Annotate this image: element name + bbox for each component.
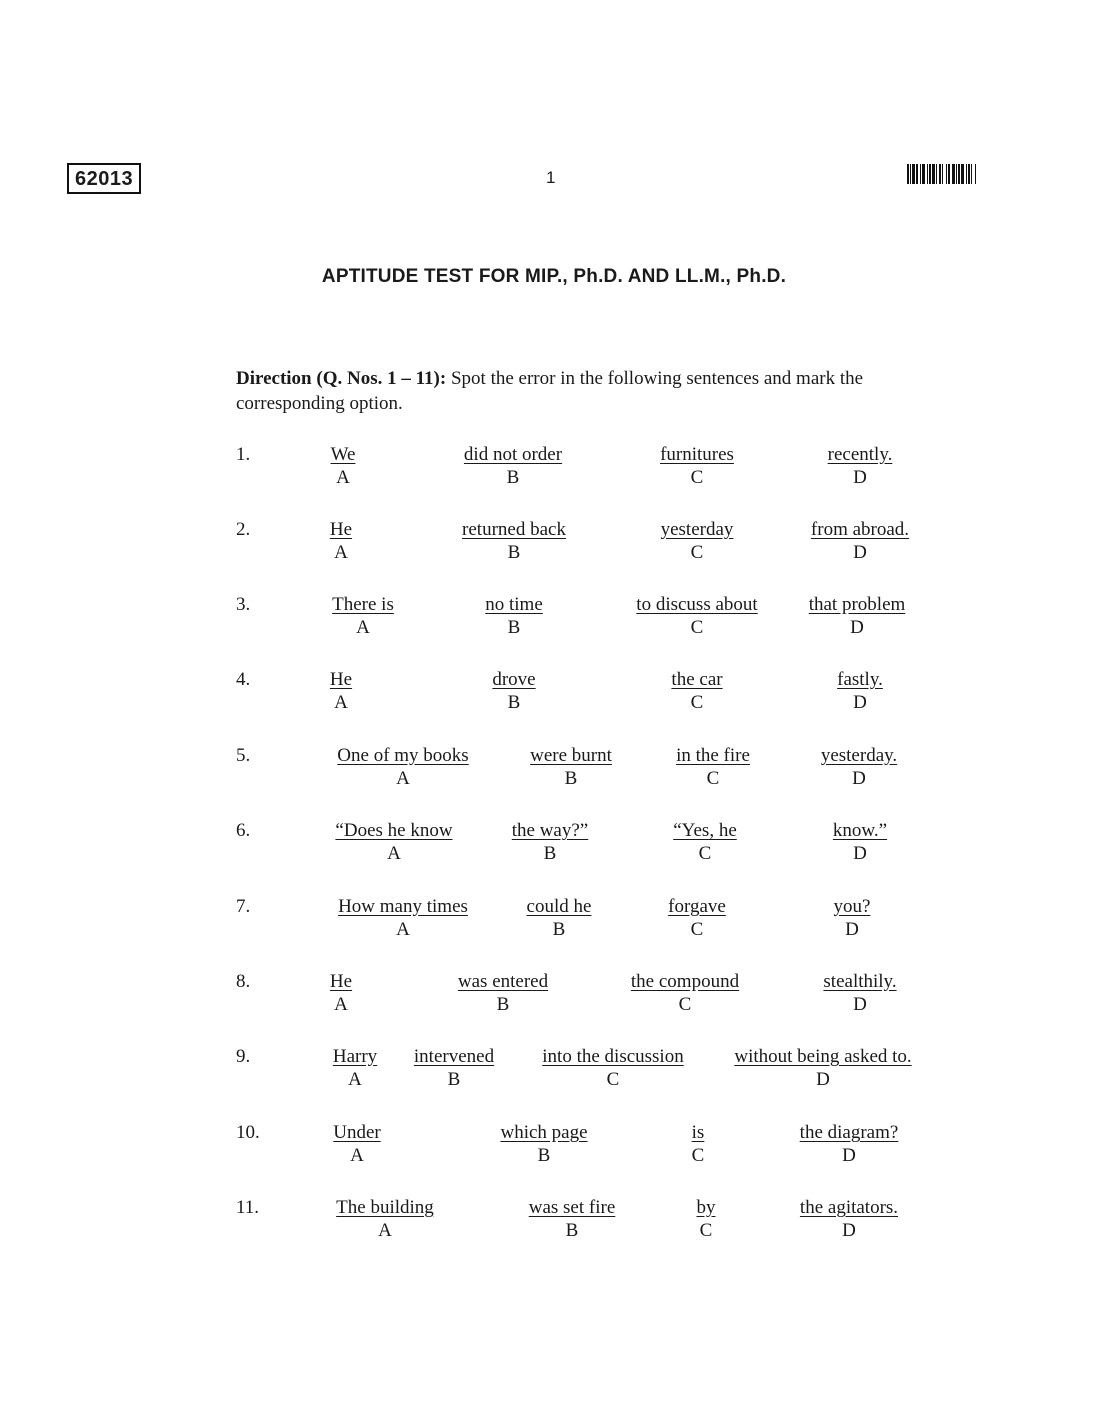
option-letter: A	[387, 843, 401, 864]
question-row	[0, 896, 1108, 952]
option-letter: C	[690, 542, 704, 563]
option-phrase: “Does he know	[335, 820, 453, 841]
option-phrase: into the discussion	[542, 1046, 684, 1067]
option-phrase: the way?”	[511, 820, 589, 841]
question-row	[0, 444, 1108, 500]
option-letter: C	[706, 768, 720, 789]
option-letter: A	[396, 768, 410, 789]
option-phrase: to discuss about	[636, 594, 758, 615]
question-number: 1.	[236, 444, 251, 465]
option-letter: D	[842, 1220, 856, 1241]
question-row	[0, 745, 1108, 801]
option-phrase: that problem	[808, 594, 906, 615]
option-phrase: intervened	[413, 1046, 495, 1067]
option-d	[739, 745, 979, 790]
option-phrase: Under	[333, 1122, 381, 1143]
option-phrase: which page	[500, 1122, 588, 1143]
option-phrase: recently.	[827, 444, 893, 465]
question-number: 7.	[236, 896, 251, 917]
option-d	[737, 594, 977, 639]
option-letter: B	[552, 919, 566, 940]
option-phrase: returned back	[462, 519, 566, 540]
option-phrase: yesterday.	[820, 745, 898, 766]
option-letter: A	[378, 1220, 392, 1241]
question-row	[0, 820, 1108, 876]
option-letter: D	[853, 994, 867, 1015]
option-letter: A	[356, 617, 370, 638]
question-row	[0, 1122, 1108, 1178]
option-letter: A	[334, 994, 348, 1015]
option-letter: D	[853, 843, 867, 864]
option-phrase: in the fire	[676, 745, 750, 766]
option-letter: B	[447, 1069, 461, 1090]
option-letter: A	[334, 542, 348, 563]
question-row	[0, 669, 1108, 725]
option-phrase: know.”	[832, 820, 888, 841]
option-letter: D	[852, 768, 866, 789]
option-phrase: Harry	[332, 1046, 378, 1067]
option-letter: C	[690, 467, 704, 488]
option-d	[732, 896, 972, 941]
option-phrase: the diagram?	[799, 1122, 899, 1143]
option-d	[740, 820, 980, 865]
option-d	[740, 519, 980, 564]
option-letter: B	[565, 1220, 579, 1241]
question-row	[0, 519, 1108, 575]
option-letter: A	[336, 467, 350, 488]
question-row	[0, 1046, 1108, 1102]
option-d	[729, 1197, 969, 1242]
option-letter: C	[690, 919, 704, 940]
question-row	[0, 971, 1108, 1027]
option-phrase: forgave	[668, 896, 726, 917]
question-number: 6.	[236, 820, 251, 841]
option-phrase: He	[329, 669, 353, 690]
option-phrase: He	[329, 519, 353, 540]
option-phrase: the car	[671, 669, 723, 690]
option-phrase: no time	[485, 594, 543, 615]
option-phrase: without being asked to.	[734, 1046, 912, 1067]
option-phrase: How many times	[338, 896, 468, 917]
option-phrase: “Yes, he	[673, 820, 737, 841]
option-phrase: One of my books	[337, 745, 469, 766]
option-letter: D	[816, 1069, 830, 1090]
option-letter: B	[507, 617, 521, 638]
option-d	[740, 669, 980, 714]
direction-body: Spot the error in the following sentences and mark the corresponding option.	[236, 368, 864, 414]
option-letter: A	[396, 919, 410, 940]
option-phrase: could he	[526, 896, 592, 917]
option-letter: A	[350, 1145, 364, 1166]
option-letter: B	[496, 994, 510, 1015]
option-phrase: by	[696, 1197, 716, 1218]
option-phrase: was entered	[457, 971, 549, 992]
option-d	[703, 1046, 943, 1091]
question-number: 3.	[236, 594, 251, 615]
direction-text	[236, 366, 936, 416]
option-phrase: stealthily.	[823, 971, 897, 992]
option-letter: C	[690, 617, 704, 638]
barcode-bar	[976, 164, 978, 184]
option-letter: D	[850, 617, 864, 638]
option-phrase: you?	[833, 896, 871, 917]
option-phrase: were burnt	[530, 745, 612, 766]
option-phrase: furnitures	[660, 444, 734, 465]
option-letter: A	[334, 692, 348, 713]
direction-label: Direction (Q. Nos. 1 – 11):	[236, 368, 447, 389]
question-number: 11.	[236, 1197, 260, 1218]
option-phrase: did not order	[463, 444, 563, 465]
option-phrase: We	[330, 444, 356, 465]
barcode	[907, 164, 1041, 184]
paper-code-box: 62013	[67, 163, 141, 194]
option-phrase: There is	[332, 594, 394, 615]
option-letter: B	[507, 692, 521, 713]
option-letter: B	[564, 768, 578, 789]
option-letter: D	[853, 542, 867, 563]
option-letter: C	[699, 1220, 713, 1241]
option-d	[729, 1122, 969, 1167]
option-letter: D	[842, 1145, 856, 1166]
page-title: APTITUDE TEST FOR MIP., Ph.D. AND LL.M., Ph.D.	[321, 266, 787, 287]
option-phrase: drove	[492, 669, 536, 690]
question-row	[0, 594, 1108, 650]
option-letter: B	[507, 542, 521, 563]
option-d	[740, 971, 980, 1016]
option-phrase: is	[691, 1122, 705, 1143]
question-number: 5.	[236, 745, 251, 766]
option-d	[740, 444, 980, 489]
question-number: 2.	[236, 519, 251, 540]
question-number: 8.	[236, 971, 251, 992]
option-phrase: He	[329, 971, 353, 992]
option-letter: D	[845, 919, 859, 940]
option-phrase: fastly.	[837, 669, 883, 690]
option-phrase: from abroad.	[810, 519, 910, 540]
option-letter: A	[348, 1069, 362, 1090]
option-phrase: the agitators.	[799, 1197, 899, 1218]
option-letter: C	[691, 1145, 705, 1166]
option-letter: D	[853, 467, 867, 488]
option-letter: C	[678, 994, 692, 1015]
option-letter: C	[690, 692, 704, 713]
option-c	[493, 1046, 733, 1091]
question-number: 10.	[236, 1122, 260, 1143]
option-letter: C	[698, 843, 712, 864]
option-phrase: was set fire	[528, 1197, 616, 1218]
page-number: 1	[546, 168, 556, 187]
option-letter: D	[853, 692, 867, 713]
option-phrase: The building	[336, 1197, 434, 1218]
option-letter: B	[537, 1145, 551, 1166]
question-number: 9.	[236, 1046, 251, 1067]
question-row	[0, 1197, 1108, 1253]
option-letter: B	[543, 843, 557, 864]
question-number: 4.	[236, 669, 251, 690]
option-letter: C	[606, 1069, 620, 1090]
option-phrase: yesterday	[660, 519, 734, 540]
option-letter: B	[506, 467, 520, 488]
option-phrase: the compound	[630, 971, 740, 992]
